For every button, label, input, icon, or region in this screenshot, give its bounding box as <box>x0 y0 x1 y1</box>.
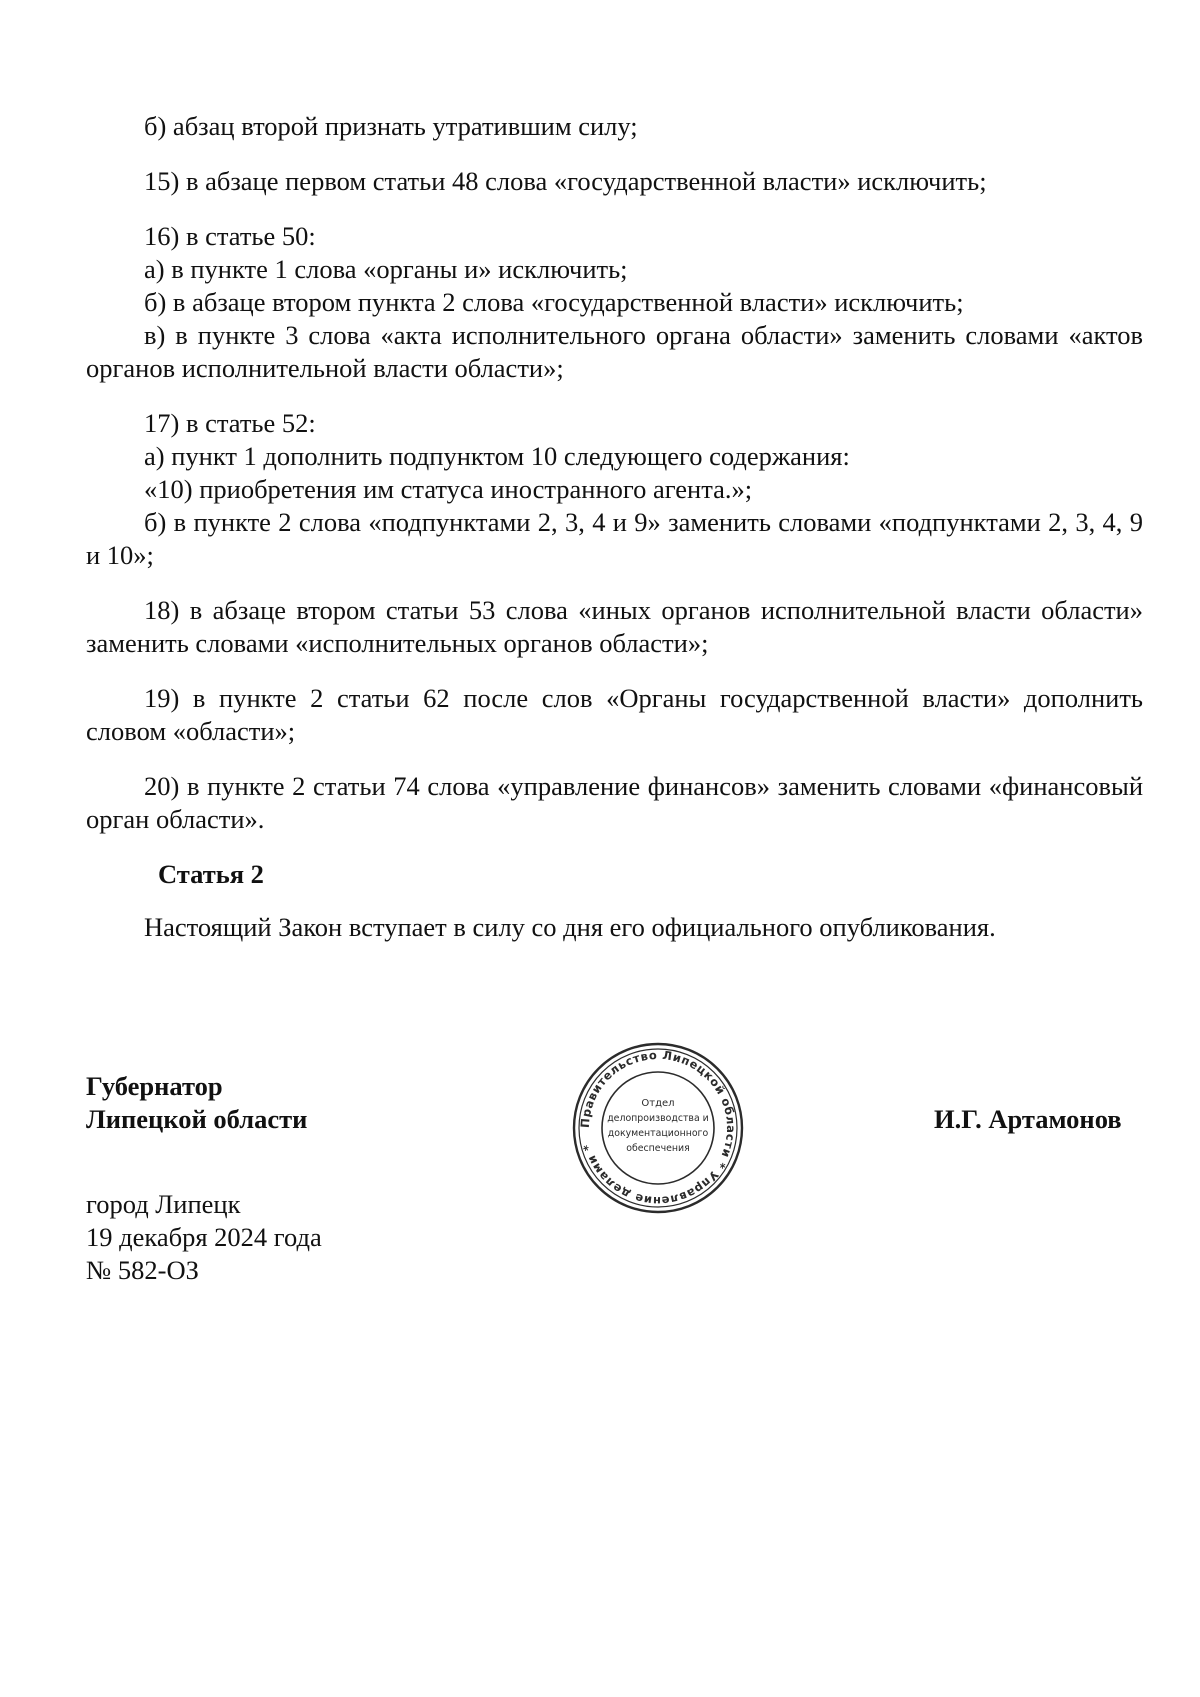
paragraph-block <box>86 911 1143 944</box>
paragraph-block <box>86 110 1143 143</box>
article-text: Настоящий Закон вступает в силу со дня его официального опубликования. <box>144 912 996 942</box>
document-body <box>86 110 1143 966</box>
paragraph: «10) приобретения им статуса иностранного агента.»; <box>144 474 753 504</box>
signature-title-line: Губернатор <box>86 1071 223 1101</box>
article-heading: Статья 2 <box>158 859 264 889</box>
paragraph-block <box>86 407 1143 572</box>
paragraph: б) в абзаце втором пункта 2 слова «государственной власти» исключить; <box>144 287 964 317</box>
number-line: № 582-ОЗ <box>86 1255 199 1285</box>
paragraph: а) пункт 1 дополнить подпунктом 10 следующего содержания: <box>144 441 850 471</box>
seal-inner-line: обеспечения <box>626 1143 690 1154</box>
city-line: город Липецк <box>86 1189 241 1219</box>
signature-title <box>86 1070 307 1136</box>
paragraph: 20) в пункте 2 статьи 74 слова «управление финансов» заменить словами «финансовый орган области». <box>86 771 1143 834</box>
paragraph: 16) в статье 50: <box>144 221 316 251</box>
seal-inner-line: Отдел <box>641 1098 675 1109</box>
paragraph-block <box>86 594 1143 660</box>
paragraph-block <box>86 220 1143 385</box>
paragraph: 18) в абзаце втором статьи 53 слова «иных органов исполнительной власти области» заменить словами «исполнительных органов области»; <box>86 595 1143 658</box>
seal-inner-line: делопроизводства и <box>607 1113 709 1124</box>
paragraph-block <box>86 682 1143 748</box>
signer-name: И.Г. Артамонов <box>934 1104 1122 1134</box>
seal-outer-text: Правительство Липецкой области * Управление делами * <box>577 1047 739 1209</box>
place-date-number <box>86 1188 322 1287</box>
paragraph: 15) в абзаце первом статьи 48 слова «государственной власти» исключить; <box>144 166 987 196</box>
official-seal <box>570 1040 746 1216</box>
paragraph: 17) в статье 52: <box>144 408 316 438</box>
paragraph: б) в пункте 2 слова «подпунктами 2, 3, 4 и 9» заменить словами «подпунктами 2, 3, 4, 9 и 10»; <box>86 507 1143 570</box>
paragraph: а) в пункте 1 слова «органы и» исключить; <box>144 254 628 284</box>
date-line: 19 декабря 2024 года <box>86 1222 322 1252</box>
seal-inner-line: документационного <box>607 1128 709 1139</box>
paragraph-block <box>86 165 1143 198</box>
paragraph-block <box>86 770 1143 836</box>
paragraph: б) абзац второй признать утратившим силу; <box>144 111 638 141</box>
paragraph: 19) в пункте 2 статьи 62 после слов «Органы государственной власти» дополнить словом «области»; <box>86 683 1143 746</box>
signature-title-line: Липецкой области <box>86 1104 308 1134</box>
paragraph: в) в пункте 3 слова «акта исполнительного органа области» заменить словами «актов органов исполнительной власти области»; <box>86 320 1143 383</box>
